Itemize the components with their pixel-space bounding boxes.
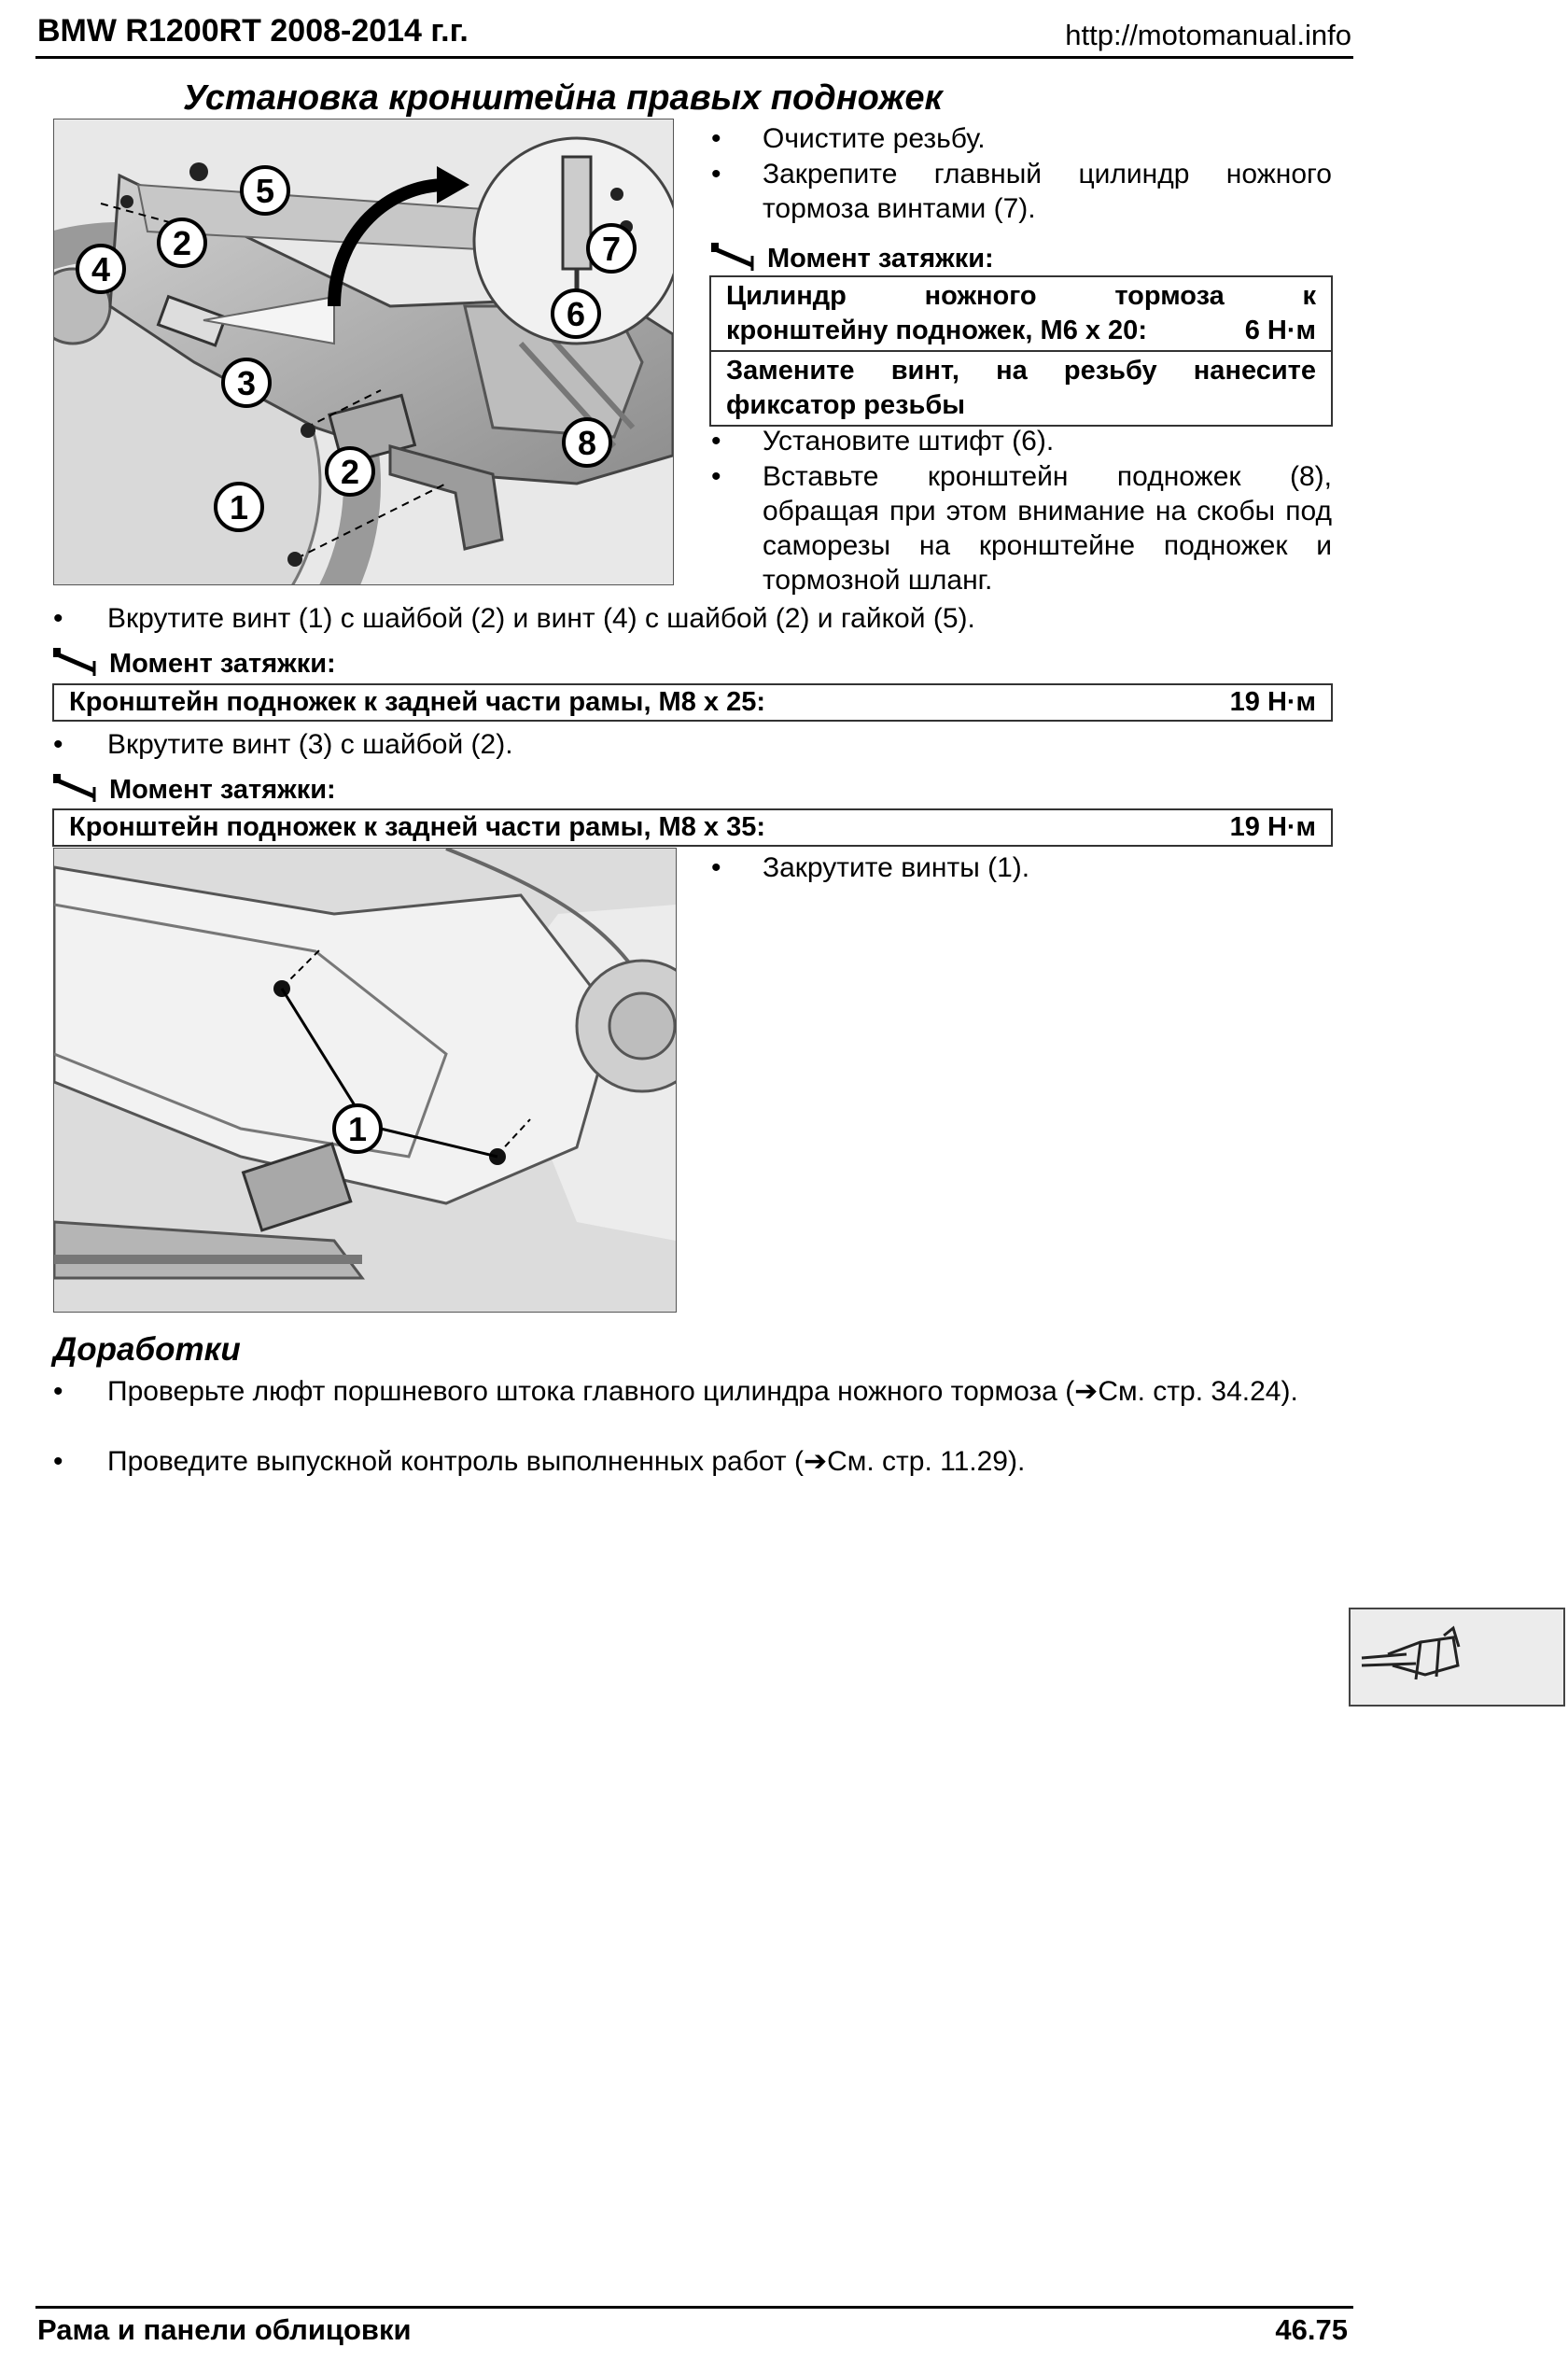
torque-table-brake-cylinder (709, 275, 1333, 427)
callout-1: 1 (229, 488, 249, 527)
torque-heading-1: Момент затяжки: (711, 243, 994, 274)
callout-1: 1 (347, 1110, 368, 1148)
chapter-name: Рама и панели облицовки (37, 2313, 412, 2346)
torque-label-m8x25: Кронштейн подножек к задней части рамы, M8 x 25: (69, 687, 765, 717)
page-number: 46.75 (1275, 2313, 1348, 2346)
chapter-tab-thumbnail (1349, 1608, 1565, 1707)
torque-row-note: Замените винт, на резьбу нанесите фиксатор резьбы (711, 350, 1331, 425)
footrest-bracket-illustration (53, 119, 674, 585)
torque-value-m8x25: 19 Н·м (1229, 687, 1316, 717)
step-insert-bracket: • Вставьте кронштейн подножек (8), обращая при этом внимание на скобы под саморезы на кронштейне подножек и тормозной шланг. (711, 461, 1332, 596)
callout-5: 5 (255, 172, 275, 210)
callout-4: 4 (91, 250, 111, 288)
step-screw-bolt-3: • Вкрутите винт (3) с шайбой (2). (53, 729, 513, 760)
torque-table-m8x35 (52, 808, 1333, 847)
torque-label-m8x35: Кронштейн подножек к задней части рамы, M8 x 35: (69, 812, 765, 842)
followup-final-check: • Проведите выпускной контроль выполненных работ (➔См. стр. 11.29). (53, 1446, 1026, 1477)
step-install-pin: • Установите штифт (6). (711, 426, 1055, 457)
torque-wrench-icon (53, 648, 107, 678)
step-tighten-screws: • Закрутите винты (1). (711, 852, 1030, 883)
callout-7: 7 (601, 230, 622, 268)
frame-icon (1351, 1609, 1563, 1705)
callout-6: 6 (566, 295, 586, 333)
torque-heading-2: Момент затяжки: (53, 648, 336, 680)
footer-rule (35, 2306, 1353, 2309)
torque-wrench-icon (53, 774, 107, 804)
section-title: Установка кронштейна правых подножек (183, 78, 943, 118)
torque-wrench-icon (711, 243, 765, 273)
site-url[interactable]: http://motomanual.info (1065, 19, 1351, 51)
step-clean-thread: • Очистите резьбу. (711, 123, 986, 154)
torque-heading-3: Момент затяжки: (53, 774, 336, 806)
torque-row-label-line1: Цилиндр ножного тормоза к (726, 281, 1316, 311)
callout-2: 2 (172, 224, 192, 262)
torque-row-value: 6 Н·м (1244, 316, 1316, 345)
callout-2b: 2 (340, 453, 360, 491)
callout-3: 3 (236, 364, 257, 402)
step-fix-master-cylinder: • Закрепите главный цилиндр ножного тормоза винтами (7). (711, 159, 1332, 224)
followup-title: Доработки (53, 1331, 241, 1368)
torque-table-m8x25 (52, 683, 1333, 722)
header-rule (35, 56, 1353, 59)
document-title: BMW R1200RT 2008-2014 г.г. (37, 13, 469, 49)
followup-check-play: • Проверьте люфт поршневого штока главного цилиндра ножного тормоза (➔См. стр. 34.24). (53, 1376, 1298, 1407)
step-screw-bolt-1-4: • Вкрутите винт (1) с шайбой (2) и винт (4) с шайбой (2) и гайкой (5). (53, 603, 975, 634)
callout-8: 8 (577, 424, 597, 462)
torque-row-label-line2: кронштейну подножек, M6 x 20: (726, 316, 1147, 345)
footrest-mounted-illustration (53, 848, 677, 1313)
torque-value-m8x35: 19 Н·м (1229, 812, 1316, 842)
